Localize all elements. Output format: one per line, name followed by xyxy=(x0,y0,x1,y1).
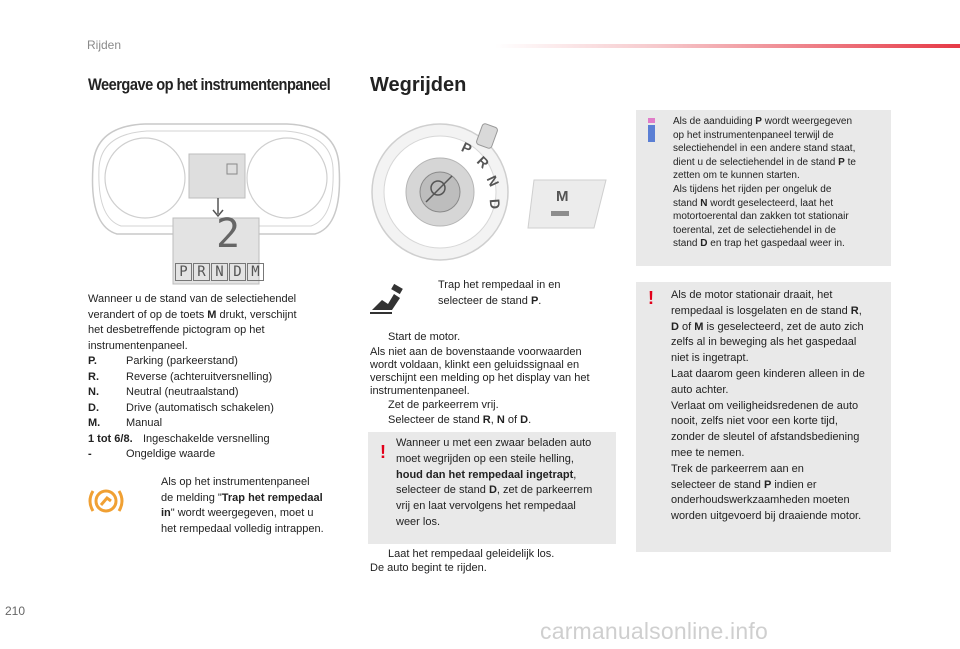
middle-warning-text xyxy=(396,436,614,531)
step-select-gear: Selecteer de stand R, N of D. xyxy=(388,414,532,426)
info-text xyxy=(673,115,889,251)
right-warning-box xyxy=(636,282,891,552)
rw-line-3: D of M is geselecteerd, zet de auto zich xyxy=(671,320,864,333)
selector-letter-p: P xyxy=(459,138,475,158)
foot-pedal-icon xyxy=(368,282,406,316)
info-line-1: Als de aanduiding P wordt weergegeven xyxy=(673,116,853,127)
gear-letter-n: N xyxy=(211,263,228,281)
info-line-6: Als tijdens het rijden per ongeluk de xyxy=(673,183,832,195)
brake-note-line-4: het rempedaal volledig intrappen. xyxy=(161,522,324,535)
middle-warning-mark: ! xyxy=(380,442,386,462)
step-release-brake: Zet de parkeerrem vrij. xyxy=(388,398,499,411)
middle-heading: Wegrijden xyxy=(370,74,467,96)
left-heading: Weergave op het instrumentenpaneel xyxy=(88,75,331,94)
rw-line-4: zelfs al in beweging als het gaspedaal xyxy=(671,336,857,349)
gear-letters-row xyxy=(175,263,264,281)
manual-mode-button: M xyxy=(556,188,569,205)
gear-letter-d: D xyxy=(229,263,246,281)
step-para-3: verschijnt een melding op het display van het xyxy=(370,371,590,384)
gear-letter-m: M xyxy=(247,263,264,281)
selector-letter-r: R xyxy=(473,152,493,172)
definition-n: N. Neutral (neutraalstand) xyxy=(88,386,239,398)
foot-step-line-2: selecteer de stand P. xyxy=(438,294,542,307)
intro-line-2: verandert of op de toets M drukt, verschijnt xyxy=(88,308,297,321)
brake-note xyxy=(143,475,358,537)
final-step xyxy=(370,548,620,575)
final-step-line-1: Laat het rempedaal geleidelijk los. xyxy=(388,548,555,560)
rw-line-10: zonder de sleutel of afstandsbediening xyxy=(671,431,860,444)
rw-line-6: Laat daarom geen kinderen alleen in de xyxy=(671,367,865,380)
mw-line-3: houd dan het rempedaal ingetrapt, xyxy=(396,468,577,481)
left-intro xyxy=(88,292,353,463)
definition-invalid: - Ongeldige waarde xyxy=(88,448,216,460)
info-box xyxy=(636,110,891,266)
info-line-5: zetten om te kunnen starten. xyxy=(673,170,800,182)
rw-line-8: Verlaat om veiligheidsredenen de auto xyxy=(671,399,859,412)
rw-line-1: Als de motor stationair draait, het xyxy=(671,289,833,301)
selector-letter-n: N xyxy=(483,173,503,189)
rw-line-11: mee te nemen. xyxy=(671,446,745,459)
rw-line-9: nooit, zelfs niet voor een korte tijd, xyxy=(671,415,838,428)
gear-digit: 2 xyxy=(216,211,241,257)
instrument-cluster-illustration xyxy=(85,116,347,288)
mw-line-1: Wanneer u met een zwaar beladen auto xyxy=(396,437,592,449)
header-accent-bar xyxy=(495,44,960,48)
info-icon xyxy=(648,118,655,142)
foot-step xyxy=(420,278,610,309)
info-line-7: stand N wordt geselecteerd, laat het xyxy=(673,197,834,209)
rw-line-7: auto achter. xyxy=(671,383,729,396)
section-title: Rijden xyxy=(87,38,122,52)
mw-line-2: moet wegrijden op een steile helling, xyxy=(396,452,574,465)
info-line-9: toerental, zet de selectiehendel in de xyxy=(673,224,836,236)
step-para-2: wordt voldaan, klinkt een geluidssignaal en xyxy=(370,358,580,371)
selector-drawing xyxy=(370,118,615,270)
gear-letter-p: P xyxy=(175,263,192,281)
info-line-2: op het instrumentenpaneel terwijl de xyxy=(673,129,834,141)
right-warning-text xyxy=(671,288,889,525)
info-line-8: motortoerental dan zakken tot stationair xyxy=(673,211,849,223)
mw-line-5: vrij en laat vervolgens het rempedaal xyxy=(396,500,576,513)
brake-note-line-1: Als op het instrumentenpaneel xyxy=(161,476,310,488)
intro-line-4: instrumentenpaneel. xyxy=(88,339,188,352)
rw-line-12: Trek de parkeerrem aan en xyxy=(671,462,804,475)
rw-line-5: niet is ingetrapt. xyxy=(671,352,749,365)
definition-d: D. Drive (automatisch schakelen) xyxy=(88,401,274,414)
mw-line-6: weer los. xyxy=(396,515,441,528)
gear-selector-illustration xyxy=(370,118,615,270)
info-line-3: selectiehendel in een andere stand staat, xyxy=(673,143,856,155)
middle-warning-box xyxy=(368,432,616,544)
step-para-1: Als niet aan de bovenstaande voorwaarden xyxy=(370,345,582,358)
intro-line-1: Wanneer u de stand van de selectiehendel xyxy=(88,293,297,305)
definition-gears: 1 tot 6/8. Ingeschakelde versnelling xyxy=(88,432,270,445)
definition-p: P. Parking (parkeerstand) xyxy=(88,355,238,367)
watermark: carmanualsonline.info xyxy=(540,618,768,644)
rw-line-14: onderhoudswerkzaamheden moeten xyxy=(671,494,850,507)
gear-letter-r: R xyxy=(193,263,210,281)
selector-letter-d: D xyxy=(486,198,504,210)
definition-r: R. Reverse (achteruitversnelling) xyxy=(88,370,273,383)
rw-line-13: selecteer de stand P indien er xyxy=(671,478,817,491)
definition-m: M. Manual xyxy=(88,417,163,429)
final-step-line-2: De auto begint te rijden. xyxy=(370,561,487,574)
brake-note-line-3: in" wordt weergegeven, moet u xyxy=(161,507,314,519)
start-steps xyxy=(370,330,620,429)
foot-step-line-1: Trap het rempedaal in en xyxy=(438,279,561,291)
brake-note-line-2: de melding "Trap het rempedaal xyxy=(161,491,323,504)
step-start-engine: Start de motor. xyxy=(388,331,461,343)
mw-line-4: selecteer de stand D, zet de parkeerrem xyxy=(396,484,593,497)
step-para-4: instrumentenpaneel. xyxy=(370,384,470,397)
info-line-10: stand D en trap het gaspedaal weer in. xyxy=(673,238,845,250)
rw-line-2: rempedaal is losgelaten en de stand R, xyxy=(671,304,862,317)
info-line-4: dient u de selectiehendel in de stand P te xyxy=(673,156,856,168)
brake-warning-icon xyxy=(86,484,126,518)
page-number: 210 xyxy=(5,604,26,618)
right-warning-mark: ! xyxy=(648,288,654,308)
rw-line-15: worden uitgevoerd bij draaiende motor. xyxy=(671,510,862,523)
intro-line-3: het desbetreffende pictogram op het xyxy=(88,324,265,336)
